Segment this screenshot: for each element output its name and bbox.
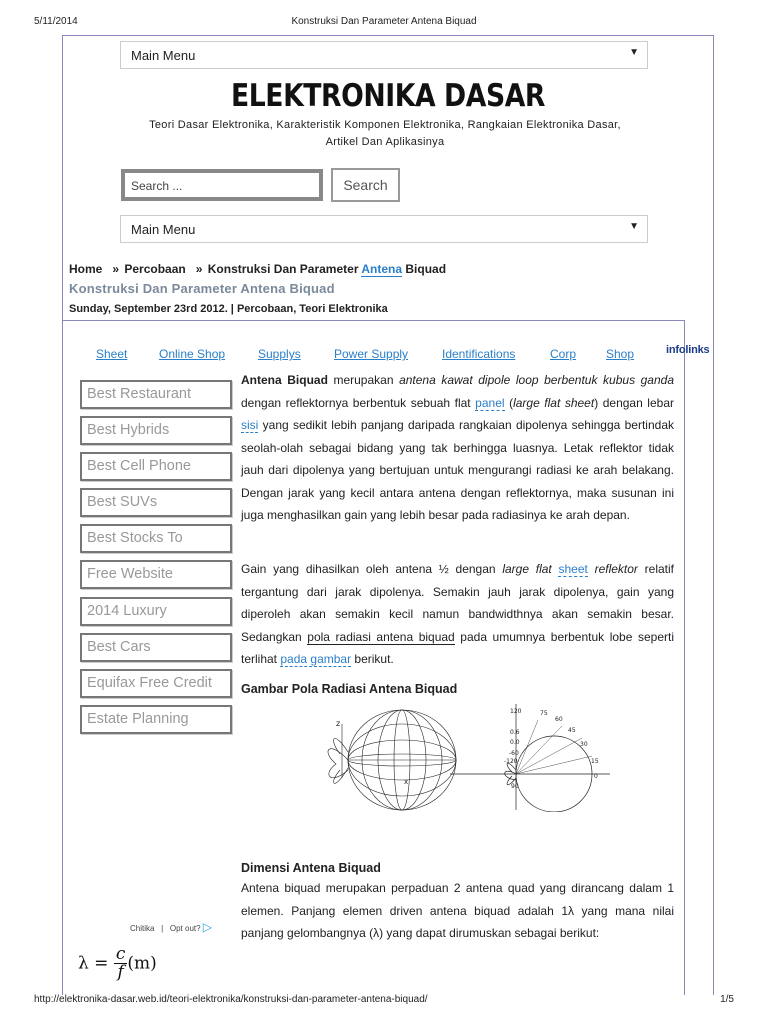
main-menu-select-top[interactable]	[120, 41, 648, 69]
ad-link[interactable]: Free Website	[80, 560, 232, 589]
main-menu-label: Main Menu	[131, 48, 196, 63]
dimension-heading: Dimensi Antena Biquad	[241, 861, 381, 875]
link-bar-item[interactable]: Supplys	[258, 347, 301, 361]
underlined-phrase: pola radiasi antena biquad	[307, 629, 455, 644]
breadcrumb-separator: »	[195, 262, 203, 276]
breadcrumb-separator: »	[112, 262, 120, 276]
site-title[interactable]: ELEKTRONIKA DASAR	[230, 78, 546, 114]
print-page-number: 1/5	[720, 994, 734, 1005]
link-bar-item[interactable]: Power Supply	[334, 347, 409, 361]
chitika-footer: Chitika | Opt out? ▷	[130, 920, 213, 934]
chitika-optout-link[interactable]: Opt out?	[169, 924, 201, 933]
axis-x-label: x	[404, 778, 409, 786]
figure-heading: Gambar Pola Radiasi Antena Biquad	[241, 682, 458, 696]
breadcrumb	[69, 262, 446, 276]
polar-pattern-drawing	[450, 704, 610, 812]
search-button[interactable]: Search	[331, 168, 400, 202]
link-bar-item[interactable]: Shop	[606, 347, 635, 361]
search-input[interactable]	[121, 169, 323, 201]
axis-z-label: z	[336, 719, 341, 728]
search-placeholder: Search ...	[131, 179, 183, 193]
polar-label: 0	[594, 773, 598, 780]
main-menu-label: Main Menu	[131, 222, 196, 237]
print-date: 5/11/2014	[34, 16, 78, 27]
chevron-down-icon: ▼	[629, 47, 639, 58]
polar-label: 120	[510, 708, 522, 715]
ad-link[interactable]: Equifax Free Credit	[80, 669, 232, 698]
print-footer	[34, 994, 734, 1008]
print-header	[34, 16, 734, 30]
link-bar-item[interactable]: Identifications	[442, 347, 516, 361]
polar-labels	[504, 708, 599, 790]
ad-link[interactable]: Estate Planning	[80, 705, 232, 734]
infolinks-link-bar	[96, 347, 656, 363]
polar-label: 0.0	[510, 739, 520, 746]
polar-label: 90	[511, 783, 519, 790]
radiation-pattern-figure	[300, 700, 610, 812]
breadcrumb-category[interactable]: Percobaan	[124, 262, 186, 276]
site-tagline: Teori Dasar Elektronika, Karakteristik Komponen Elektronika, Rangkaian Elektronika Dasar, Artikel Dan Aplikasinya	[149, 119, 621, 148]
polar-label: 0.6	[510, 729, 520, 736]
ad-link[interactable]: Best Hybrids	[80, 416, 232, 445]
print-title: Konstruksi Dan Parameter Antena Biquad	[291, 16, 477, 27]
ad-link[interactable]: Best Cell Phone	[80, 452, 232, 481]
polar-label: -120	[504, 758, 518, 765]
inline-link-sisi[interactable]: sisi	[241, 418, 259, 432]
article-paragraph-1: Antena Biquad merupakan antena kawat dipole loop berbentuk kubus ganda dengan reflektornya berbentuk sebuah flat panel (large flat sheet) dengan lebar sisi yang sedikit lebih panjang daripada rangkaian dipolenya sehingga bertindak seolah-olah sebagai bidang yang tak berhingga luasnya. Letak reflektor tidak jauh dari dipolenya yang bertujuan untuk mengurangi radiasi ke arah belakang. Dengan jarak yang kecil antara antena dengan reflektornya, maka susunan ini juga menghasilkan gain yang lebih besar pada radiasinya ke arah depan.	[241, 373, 674, 522]
breadcrumb-highlight-link[interactable]: Antena	[361, 262, 403, 276]
link-bar-item[interactable]: Online Shop	[159, 347, 226, 361]
chevron-down-icon: ▼	[629, 221, 639, 232]
inline-link-sheet[interactable]: sheet	[558, 562, 588, 576]
ad-link[interactable]: Best Cars	[80, 633, 232, 662]
wavelength-formula: λ = $\frac{c}{f}$ (m)	[78, 944, 157, 982]
polar-label: 75	[540, 710, 548, 717]
main-menu-select-bottom[interactable]	[120, 215, 648, 243]
adchoices-icon[interactable]: ▷	[202, 920, 213, 934]
3d-pattern-drawing	[328, 710, 456, 810]
ad-link[interactable]: Best Restaurant	[80, 380, 232, 409]
polar-label: -60	[509, 750, 519, 757]
ad-link[interactable]: Best Stocks To	[80, 524, 232, 553]
ad-link[interactable]: 2014 Luxury	[80, 597, 232, 626]
breadcrumb-current: Konstruksi Dan Parameter Antena Biquad	[207, 262, 447, 276]
polar-label: 30	[580, 741, 588, 748]
divider	[62, 320, 684, 321]
post-meta: Sunday, September 23rd 2012. | Percobaan, Teori Elektronika	[69, 303, 388, 315]
article-paragraph-3: Antena biquad merupakan perpaduan 2 antena quad yang dirancang dalam 1 elemen. Panjang elemen driven antena biquad adalah 1λ yang mana nilai panjang gelombangnya (λ) yang dapat dirumuskan sebagai berikut:	[241, 881, 674, 940]
ad-link[interactable]: Best SUVs	[80, 488, 232, 517]
print-url: http://elektronika-dasar.web.id/teori-elektronika/konstruksi-dan-parameter-antena-biquad/	[34, 994, 428, 1005]
link-bar-item[interactable]: Sheet	[96, 347, 128, 361]
polar-label: 45	[568, 727, 576, 734]
polar-label: 60	[555, 716, 563, 723]
polar-label: 15	[591, 758, 599, 765]
link-bar-item[interactable]: Corp	[550, 347, 577, 361]
breadcrumb-home[interactable]: Home	[69, 262, 103, 276]
divider	[684, 320, 685, 995]
article-paragraph-2: Gain yang dihasilkan oleh antena ½ dengan large flat sheet reflektor relatif tergantung dari jarak dipolenya. Semakin jauh jarak dipolenya, gain yang diperoleh akan semakin kecil namun bandwidthnya akan semakin besar. Sedangkan pola radiasi antena biquad pada umumnya berbentuk lobe seperti terlihat pada gambar berikut.	[241, 562, 675, 666]
inline-link-pada-gambar[interactable]: pada gambar	[280, 652, 352, 666]
infolinks-logo[interactable]: infolinks	[666, 344, 710, 356]
chitika-brand[interactable]: Chitika	[130, 924, 155, 933]
inline-link-panel[interactable]: panel	[475, 395, 505, 410]
post-title: Konstruksi Dan Parameter Antena Biquad	[69, 281, 335, 296]
